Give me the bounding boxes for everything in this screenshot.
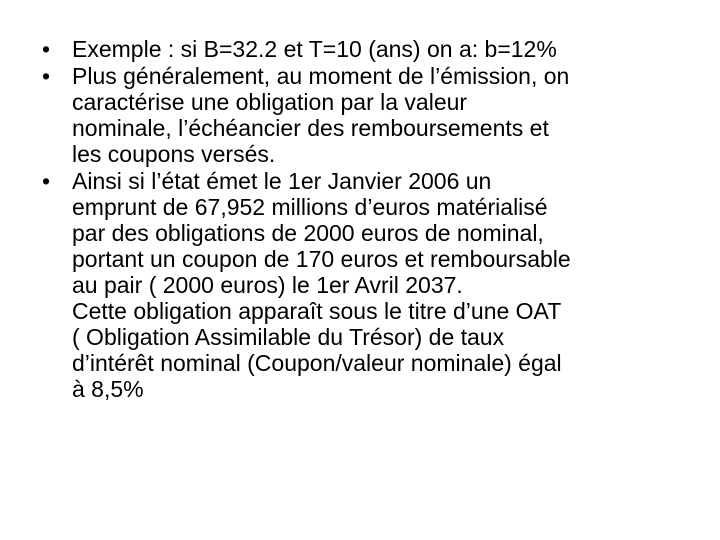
bullet-text-line: Plus généralement, au moment de l’émission, on	[72, 63, 570, 89]
bullet-dot-icon: •	[42, 168, 51, 194]
bullet-item-example	[42, 36, 682, 62]
bullet-list	[42, 36, 682, 403]
bullet-text-line: au pair ( 2000 euros) le 1er Avril 2037.	[72, 272, 463, 298]
bullet-text-line: nominale, l’échéancier des remboursements et	[72, 115, 549, 141]
bullet-text-line: ( Obligation Assimilable du Trésor) de taux	[72, 324, 505, 350]
bullet-text-line: portant un coupon de 170 euros et remboursable	[72, 246, 571, 272]
bullet-text-line: par des obligations de 2000 euros de nominal,	[72, 220, 544, 246]
bullet-item-oat-example	[42, 168, 682, 402]
bullet-text-line: caractérise une obligation par la valeur	[72, 89, 468, 115]
bullet-item-general	[42, 63, 682, 167]
bullet-dot-icon: •	[42, 36, 51, 62]
bullet-text-line: à 8,5%	[72, 376, 144, 402]
bullet-text-line: les coupons versés.	[72, 141, 276, 167]
bullet-text-line: Ainsi si l’état émet le 1er Janvier 2006 un	[72, 168, 492, 194]
bullet-text-line: emprunt de 67,952 millions d’euros matérialisé	[72, 194, 548, 220]
bullet-text-line: Cette obligation apparaît sous le titre d’une OAT	[72, 298, 562, 324]
bullet-dot-icon: •	[42, 63, 51, 89]
bullet-text-line: Exemple : si B=32.2 et T=10 (ans) on a: b=12%	[72, 36, 557, 62]
bullet-text-line: d’intérêt nominal (Coupon/valeur nominale) égal	[72, 350, 562, 376]
